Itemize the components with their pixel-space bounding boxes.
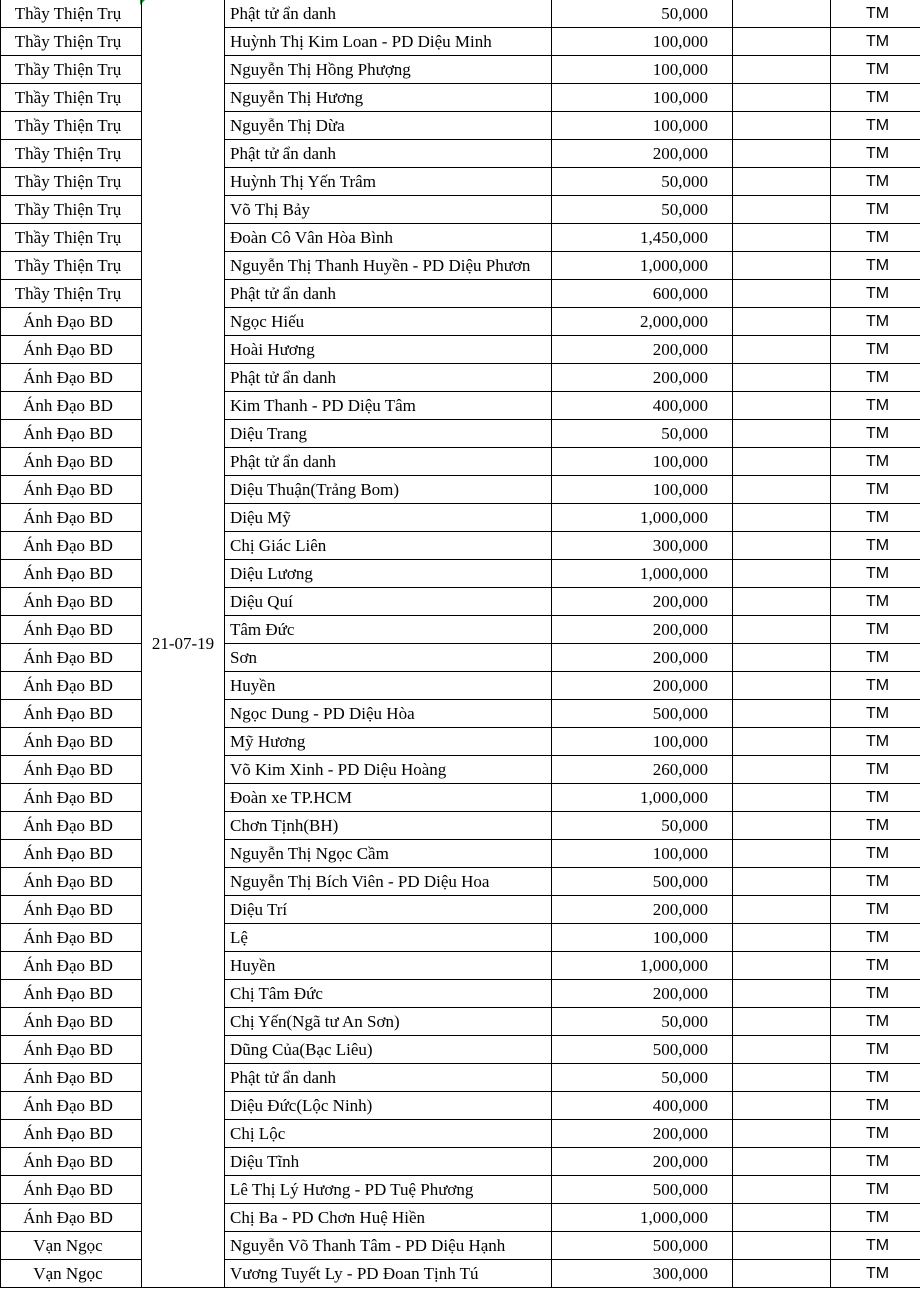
payment-method-cell[interactable]: TM [831, 840, 920, 868]
source-cell[interactable]: Thầy Thiện Trụ [1, 224, 142, 252]
table-row [1, 1064, 920, 1092]
payment-method-cell[interactable]: TM [831, 560, 920, 588]
payment-method-cell[interactable]: TM [831, 280, 920, 308]
donor-name-cell[interactable]: Huyền [225, 672, 552, 700]
amount-cell[interactable]: 1,000,000 [552, 1204, 733, 1232]
empty-cell[interactable] [733, 1232, 831, 1260]
table-row [1, 56, 920, 84]
donor-name-cell[interactable]: Chị Tâm Đức [225, 980, 552, 1008]
payment-method-cell[interactable]: TM [831, 896, 920, 924]
table-row [1, 560, 920, 588]
source-cell[interactable]: Ánh Đạo BD [1, 560, 142, 588]
payment-method-cell[interactable]: TM [831, 168, 920, 196]
empty-cell[interactable] [733, 280, 831, 308]
table-row [1, 28, 920, 56]
donor-name-cell[interactable]: Nguyễn Thị Dừa [225, 112, 552, 140]
empty-cell[interactable] [733, 224, 831, 252]
table-row [1, 1260, 920, 1288]
table-row [1, 952, 920, 980]
amount-cell[interactable]: 1,000,000 [552, 252, 733, 280]
donor-name-cell[interactable]: Huyền [225, 952, 552, 980]
empty-cell[interactable] [733, 28, 831, 56]
empty-cell[interactable] [733, 616, 831, 644]
empty-cell[interactable] [733, 1148, 831, 1176]
source-cell[interactable]: Ánh Đạo BD [1, 644, 142, 672]
table-row [1, 224, 920, 252]
donor-name-cell[interactable]: Chị Lộc [225, 1120, 552, 1148]
table-row [1, 672, 920, 700]
table-row [1, 728, 920, 756]
source-cell[interactable]: Ánh Đạo BD [1, 700, 142, 728]
source-cell[interactable]: Ánh Đạo BD [1, 1008, 142, 1036]
source-cell[interactable]: Ánh Đạo BD [1, 924, 142, 952]
source-cell[interactable]: Thầy Thiện Trụ [1, 168, 142, 196]
donor-name-cell[interactable]: Chị Ba - PD Chơn Huệ Hiền [225, 1204, 552, 1232]
empty-cell[interactable] [733, 252, 831, 280]
amount-cell[interactable]: 200,000 [552, 1148, 733, 1176]
donor-name-cell[interactable]: Nguyễn Thị Hương [225, 84, 552, 112]
source-cell[interactable]: Ánh Đạo BD [1, 1092, 142, 1120]
source-cell[interactable]: Ánh Đạo BD [1, 616, 142, 644]
payment-method-cell[interactable]: TM [831, 308, 920, 336]
source-cell[interactable]: Ánh Đạo BD [1, 896, 142, 924]
table-row [1, 840, 920, 868]
amount-cell[interactable]: 100,000 [552, 728, 733, 756]
amount-cell[interactable]: 200,000 [552, 336, 733, 364]
empty-cell[interactable] [733, 700, 831, 728]
amount-cell[interactable]: 100,000 [552, 112, 733, 140]
table-row [1, 140, 920, 168]
amount-cell[interactable]: 50,000 [552, 812, 733, 840]
payment-method-cell[interactable]: TM [831, 56, 920, 84]
table-row [1, 476, 920, 504]
source-cell[interactable]: Ánh Đạo BD [1, 840, 142, 868]
table-row [1, 700, 920, 728]
payment-method-cell[interactable]: TM [831, 1064, 920, 1092]
payment-method-cell[interactable]: TM [831, 1232, 920, 1260]
empty-cell[interactable] [733, 196, 831, 224]
amount-cell[interactable]: 500,000 [552, 1232, 733, 1260]
amount-cell[interactable]: 100,000 [552, 448, 733, 476]
empty-cell[interactable] [733, 112, 831, 140]
empty-cell[interactable] [733, 84, 831, 112]
source-cell[interactable]: Thầy Thiện Trụ [1, 140, 142, 168]
source-cell[interactable]: Ánh Đạo BD [1, 812, 142, 840]
table-row [1, 896, 920, 924]
donor-name-cell[interactable]: Ngọc Dung - PD Diệu Hòa [225, 700, 552, 728]
payment-method-cell[interactable]: TM [831, 224, 920, 252]
donor-name-cell[interactable]: Phật tử ẩn danh [225, 1064, 552, 1092]
amount-cell[interactable]: 200,000 [552, 672, 733, 700]
donor-name-cell[interactable]: Huỳnh Thị Kim Loan - PD Diệu Minh [225, 28, 552, 56]
amount-cell[interactable]: 500,000 [552, 1176, 733, 1204]
empty-cell[interactable] [733, 56, 831, 84]
amount-cell[interactable]: 200,000 [552, 588, 733, 616]
empty-cell[interactable] [733, 1036, 831, 1064]
payment-method-cell[interactable]: TM [831, 1036, 920, 1064]
empty-cell[interactable] [733, 448, 831, 476]
donor-name-cell[interactable]: Nguyễn Thị Ngọc Cầm [225, 840, 552, 868]
payment-method-cell[interactable]: TM [831, 112, 920, 140]
table-row [1, 392, 920, 420]
payment-method-cell[interactable]: TM [831, 1176, 920, 1204]
payment-method-cell[interactable]: TM [831, 1148, 920, 1176]
payment-method-cell[interactable]: TM [831, 532, 920, 560]
payment-method-cell[interactable]: TM [831, 84, 920, 112]
empty-cell[interactable] [733, 728, 831, 756]
donor-name-cell[interactable]: Phật tử ẩn danh [225, 140, 552, 168]
source-cell[interactable]: Ánh Đạo BD [1, 1176, 142, 1204]
empty-cell[interactable] [733, 868, 831, 896]
source-cell[interactable]: Ánh Đạo BD [1, 308, 142, 336]
source-cell[interactable]: Thầy Thiện Trụ [1, 252, 142, 280]
source-cell[interactable]: Ánh Đạo BD [1, 336, 142, 364]
amount-cell[interactable]: 50,000 [552, 420, 733, 448]
table-row [1, 84, 920, 112]
table-row [1, 0, 920, 28]
payment-method-cell[interactable]: TM [831, 196, 920, 224]
donor-name-cell[interactable]: Lê Thị Lý Hương - PD Tuệ Phương [225, 1176, 552, 1204]
donor-name-cell[interactable]: Diệu Lương [225, 560, 552, 588]
donor-name-cell[interactable]: Diệu Quí [225, 588, 552, 616]
donor-name-cell[interactable]: Diệu Thuận(Trảng Bom) [225, 476, 552, 504]
table-row [1, 336, 920, 364]
empty-cell[interactable] [733, 532, 831, 560]
table-row [1, 1092, 920, 1120]
table-row [1, 812, 920, 840]
empty-cell[interactable] [733, 1092, 831, 1120]
amount-cell[interactable]: 1,450,000 [552, 224, 733, 252]
source-cell[interactable]: Ánh Đạo BD [1, 392, 142, 420]
donor-name-cell[interactable]: Ngọc Hiếu [225, 308, 552, 336]
donation-table-body [1, 0, 920, 1288]
amount-cell[interactable]: 100,000 [552, 56, 733, 84]
amount-cell[interactable]: 500,000 [552, 700, 733, 728]
donor-name-cell[interactable]: Nguyễn Thị Hồng Phượng [225, 56, 552, 84]
table-row [1, 588, 920, 616]
donor-name-cell[interactable]: Kim Thanh - PD Diệu Tâm [225, 392, 552, 420]
donor-name-cell[interactable]: Võ Kim Xinh - PD Diệu Hoàng [225, 756, 552, 784]
payment-method-cell[interactable]: TM [831, 672, 920, 700]
table-row [1, 112, 920, 140]
empty-cell[interactable] [733, 952, 831, 980]
amount-cell[interactable]: 1,000,000 [552, 784, 733, 812]
table-row [1, 1036, 920, 1064]
payment-method-cell[interactable]: TM [831, 252, 920, 280]
amount-cell[interactable]: 50,000 [552, 1008, 733, 1036]
amount-cell[interactable]: 300,000 [552, 532, 733, 560]
amount-cell[interactable]: 1,000,000 [552, 560, 733, 588]
donor-name-cell[interactable]: Dũng Của(Bạc Liêu) [225, 1036, 552, 1064]
donor-name-cell[interactable]: Võ Thị Bảy [225, 196, 552, 224]
donor-name-cell[interactable]: Huỳnh Thị Yến Trâm [225, 168, 552, 196]
empty-cell[interactable] [733, 784, 831, 812]
payment-method-cell[interactable]: TM [831, 812, 920, 840]
amount-cell[interactable]: 100,000 [552, 840, 733, 868]
empty-cell[interactable] [733, 840, 831, 868]
empty-cell[interactable] [733, 1176, 831, 1204]
empty-cell[interactable] [733, 476, 831, 504]
donor-name-cell[interactable]: Nguyễn Võ Thanh Tâm - PD Diệu Hạnh [225, 1232, 552, 1260]
table-row [1, 868, 920, 896]
donor-name-cell[interactable]: Vương Tuyết Ly - PD Đoan Tịnh Tú [225, 1260, 552, 1288]
donor-name-cell[interactable]: Tâm Đức [225, 616, 552, 644]
table-row [1, 1148, 920, 1176]
donor-name-cell[interactable]: Nguyễn Thị Thanh Huyền - PD Diệu Phươn [225, 252, 552, 280]
payment-method-cell[interactable]: TM [831, 336, 920, 364]
empty-cell[interactable] [733, 504, 831, 532]
source-cell[interactable]: Ánh Đạo BD [1, 1064, 142, 1092]
empty-cell[interactable] [733, 644, 831, 672]
payment-method-cell[interactable]: TM [831, 980, 920, 1008]
source-cell[interactable]: Ánh Đạo BD [1, 532, 142, 560]
table-row [1, 1008, 920, 1036]
source-cell[interactable]: Ánh Đạo BD [1, 672, 142, 700]
payment-method-cell[interactable]: TM [831, 420, 920, 448]
source-cell[interactable]: Ánh Đạo BD [1, 756, 142, 784]
amount-cell[interactable]: 2,000,000 [552, 308, 733, 336]
source-cell[interactable]: Ánh Đạo BD [1, 448, 142, 476]
source-cell[interactable]: Thầy Thiện Trụ [1, 196, 142, 224]
date-cell[interactable]: 21-07-19 [142, 0, 225, 1288]
source-cell[interactable]: Ánh Đạo BD [1, 588, 142, 616]
empty-cell[interactable] [733, 1008, 831, 1036]
empty-cell[interactable] [733, 364, 831, 392]
table-row [1, 1232, 920, 1260]
amount-cell[interactable]: 600,000 [552, 280, 733, 308]
payment-method-cell[interactable]: TM [831, 28, 920, 56]
amount-cell[interactable]: 50,000 [552, 196, 733, 224]
amount-cell[interactable]: 400,000 [552, 392, 733, 420]
donor-name-cell[interactable]: Nguyễn Thị Bích Viên - PD Diệu Hoa [225, 868, 552, 896]
empty-cell[interactable] [733, 812, 831, 840]
amount-cell[interactable]: 100,000 [552, 84, 733, 112]
amount-cell[interactable]: 200,000 [552, 616, 733, 644]
source-cell[interactable]: Ánh Đạo BD [1, 784, 142, 812]
amount-cell[interactable]: 500,000 [552, 868, 733, 896]
empty-cell[interactable] [733, 420, 831, 448]
table-row [1, 756, 920, 784]
source-cell[interactable]: Ánh Đạo BD [1, 364, 142, 392]
source-cell[interactable]: Thầy Thiện Trụ [1, 280, 142, 308]
donor-name-cell[interactable]: Mỹ Hương [225, 728, 552, 756]
empty-cell[interactable] [733, 1120, 831, 1148]
table-row [1, 644, 920, 672]
amount-cell[interactable]: 200,000 [552, 1120, 733, 1148]
amount-cell[interactable]: 200,000 [552, 364, 733, 392]
payment-method-cell[interactable]: TM [831, 588, 920, 616]
amount-cell[interactable]: 1,000,000 [552, 504, 733, 532]
empty-cell[interactable] [733, 392, 831, 420]
table-row [1, 1176, 920, 1204]
source-cell[interactable]: Ánh Đạo BD [1, 1120, 142, 1148]
donor-name-cell[interactable]: Diệu Đức(Lộc Ninh) [225, 1092, 552, 1120]
amount-cell[interactable]: 400,000 [552, 1092, 733, 1120]
donor-name-cell[interactable]: Chị Yến(Ngã tư An Sơn) [225, 1008, 552, 1036]
amount-cell[interactable]: 50,000 [552, 0, 733, 28]
table-row [1, 980, 920, 1008]
source-cell[interactable]: Ánh Đạo BD [1, 1204, 142, 1232]
payment-method-cell[interactable]: TM [831, 1204, 920, 1232]
payment-method-cell[interactable]: TM [831, 0, 920, 28]
amount-cell[interactable]: 200,000 [552, 980, 733, 1008]
empty-cell[interactable] [733, 896, 831, 924]
empty-cell[interactable] [733, 672, 831, 700]
donor-name-cell[interactable]: Chị Giác Liên [225, 532, 552, 560]
table-row [1, 784, 920, 812]
donor-name-cell[interactable]: Diệu Trang [225, 420, 552, 448]
empty-cell[interactable] [733, 140, 831, 168]
amount-cell[interactable]: 1,000,000 [552, 952, 733, 980]
source-cell[interactable]: Ánh Đạo BD [1, 504, 142, 532]
table-row [1, 924, 920, 952]
source-cell[interactable]: Thầy Thiện Trụ [1, 84, 142, 112]
payment-method-cell[interactable]: TM [831, 784, 920, 812]
donor-name-cell[interactable]: Phật tử ẩn danh [225, 280, 552, 308]
empty-cell[interactable] [733, 0, 831, 28]
payment-method-cell[interactable]: TM [831, 868, 920, 896]
empty-cell[interactable] [733, 560, 831, 588]
payment-method-cell[interactable]: TM [831, 476, 920, 504]
empty-cell[interactable] [733, 1204, 831, 1232]
amount-cell[interactable]: 200,000 [552, 644, 733, 672]
source-cell[interactable]: Ánh Đạo BD [1, 420, 142, 448]
donor-name-cell[interactable]: Phật tử ẩn danh [225, 448, 552, 476]
amount-cell[interactable]: 100,000 [552, 28, 733, 56]
payment-method-cell[interactable]: TM [831, 140, 920, 168]
empty-cell[interactable] [733, 756, 831, 784]
amount-cell[interactable]: 100,000 [552, 476, 733, 504]
table-row [1, 616, 920, 644]
empty-cell[interactable] [733, 308, 831, 336]
table-row [1, 448, 920, 476]
payment-method-cell[interactable]: TM [831, 448, 920, 476]
empty-cell[interactable] [733, 924, 831, 952]
table-row [1, 1120, 920, 1148]
payment-method-cell[interactable]: TM [831, 392, 920, 420]
empty-cell[interactable] [733, 336, 831, 364]
empty-cell[interactable] [733, 1260, 831, 1288]
source-cell[interactable]: Ánh Đạo BD [1, 728, 142, 756]
donor-name-cell[interactable]: Đoàn Cô Vân Hòa Bình [225, 224, 552, 252]
donor-name-cell[interactable]: Hoài Hương [225, 336, 552, 364]
table-row [1, 532, 920, 560]
source-cell[interactable]: Thầy Thiện Trụ [1, 112, 142, 140]
payment-method-cell[interactable]: TM [831, 616, 920, 644]
payment-method-cell[interactable]: TM [831, 924, 920, 952]
amount-cell[interactable]: 200,000 [552, 140, 733, 168]
amount-cell[interactable]: 100,000 [552, 924, 733, 952]
amount-cell[interactable]: 500,000 [552, 1036, 733, 1064]
table-row [1, 308, 920, 336]
source-cell[interactable]: Vạn Ngọc [1, 1260, 142, 1288]
payment-method-cell[interactable]: TM [831, 700, 920, 728]
donor-name-cell[interactable]: Phật tử ẩn danh [225, 0, 552, 28]
donor-name-cell[interactable]: Diệu Mỹ [225, 504, 552, 532]
donor-name-cell[interactable]: Diệu Tĩnh [225, 1148, 552, 1176]
payment-method-cell[interactable]: TM [831, 952, 920, 980]
amount-cell[interactable]: 200,000 [552, 896, 733, 924]
table-row [1, 168, 920, 196]
payment-method-cell[interactable]: TM [831, 1260, 920, 1288]
source-cell[interactable]: Thầy Thiện Trụ [1, 28, 142, 56]
amount-cell[interactable]: 50,000 [552, 1064, 733, 1092]
donor-name-cell[interactable]: Lệ [225, 924, 552, 952]
donor-name-cell[interactable]: Sơn [225, 644, 552, 672]
source-cell[interactable]: Ánh Đạo BD [1, 980, 142, 1008]
amount-cell[interactable]: 300,000 [552, 1260, 733, 1288]
table-row [1, 420, 920, 448]
table-row [1, 280, 920, 308]
table-row [1, 364, 920, 392]
donor-name-cell[interactable]: Chơn Tịnh(BH) [225, 812, 552, 840]
empty-cell[interactable] [733, 980, 831, 1008]
source-cell[interactable]: Ánh Đạo BD [1, 1148, 142, 1176]
payment-method-cell[interactable]: TM [831, 644, 920, 672]
table-row [1, 196, 920, 224]
payment-method-cell[interactable]: TM [831, 728, 920, 756]
source-cell[interactable]: Thầy Thiện Trụ [1, 0, 142, 28]
payment-method-cell[interactable]: TM [831, 364, 920, 392]
source-cell[interactable]: Ánh Đạo BD [1, 476, 142, 504]
amount-cell[interactable]: 50,000 [552, 168, 733, 196]
payment-method-cell[interactable]: TM [831, 1008, 920, 1036]
donor-name-cell[interactable]: Diệu Trí [225, 896, 552, 924]
source-cell[interactable]: Ánh Đạo BD [1, 952, 142, 980]
payment-method-cell[interactable]: TM [831, 1120, 920, 1148]
empty-cell[interactable] [733, 1064, 831, 1092]
source-cell[interactable]: Vạn Ngọc [1, 1232, 142, 1260]
empty-cell[interactable] [733, 588, 831, 616]
table-row [1, 1204, 920, 1232]
payment-method-cell[interactable]: TM [831, 1092, 920, 1120]
source-cell[interactable]: Ánh Đạo BD [1, 868, 142, 896]
source-cell[interactable]: Ánh Đạo BD [1, 1036, 142, 1064]
amount-cell[interactable]: 260,000 [552, 756, 733, 784]
table-row [1, 252, 920, 280]
donor-name-cell[interactable]: Phật tử ẩn danh [225, 364, 552, 392]
payment-method-cell[interactable]: TM [831, 504, 920, 532]
payment-method-cell[interactable]: TM [831, 756, 920, 784]
table-row [1, 504, 920, 532]
source-cell[interactable]: Thầy Thiện Trụ [1, 56, 142, 84]
empty-cell[interactable] [733, 168, 831, 196]
donor-name-cell[interactable]: Đoàn xe TP.HCM [225, 784, 552, 812]
